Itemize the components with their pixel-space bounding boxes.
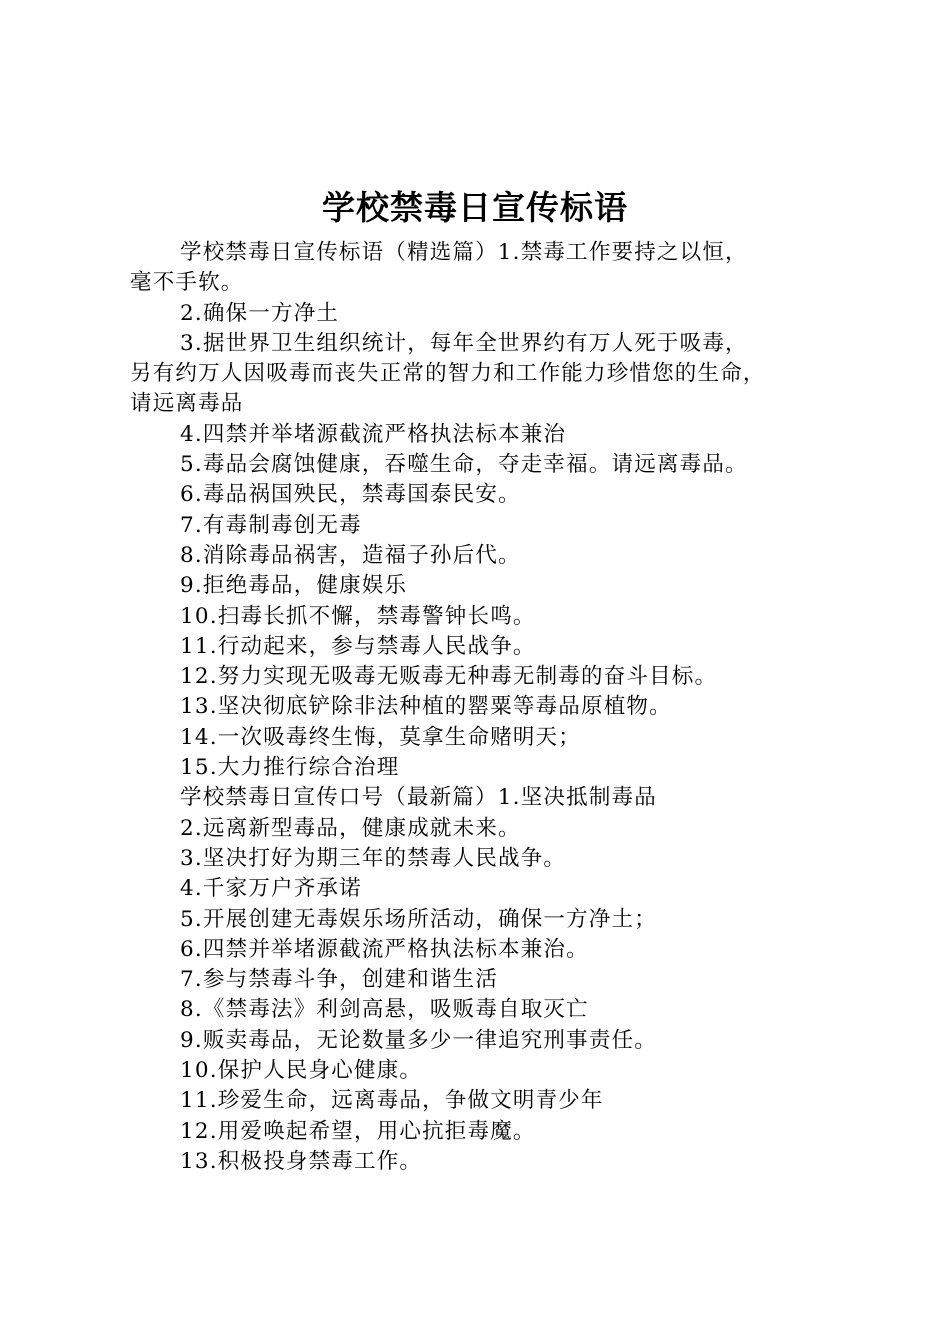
paragraph-line: 4.四禁并举堵源截流严格执法标本兼治 [180,421,567,447]
paragraph-line: 7.参与禁毒斗争，创建和谐生活 [180,967,499,993]
slogan-paragraph [130,450,830,480]
slogan-paragraph [130,1147,830,1177]
document-title: 学校禁毒日宣传标语 [322,188,628,227]
slogan-paragraph [130,1056,830,1086]
slogan-paragraph [130,753,830,783]
slogan-paragraph [130,662,830,692]
paragraph-line: 2.远离新型毒品，健康成就未来。 [180,815,521,841]
paragraph-line: 5.毒品会腐蚀健康，吞噬生命，夺走幸福。请远离毒品。 [180,452,748,478]
slogan-paragraph [130,995,830,1025]
slogan-paragraph [130,541,830,571]
paragraph-continuation-line: 另有约万人因吸毒而丧失正常的智力和工作能力珍惜您的生命， [130,361,766,387]
slogan-paragraph [130,238,830,299]
paragraph-line: 4.千家万户齐承诺 [180,876,362,902]
slogan-paragraph [130,1086,830,1116]
paragraph-line: 3.坚决打好为期三年的禁毒人民战争。 [180,845,567,871]
paragraph-line: 14.一次吸毒终生悔，莫拿生命赌明天； [180,724,581,750]
paragraph-line: 13.坚决彻底铲除非法种植的罂粟等毒品原植物。 [180,694,672,720]
slogan-paragraph [130,632,830,662]
paragraph-line: 5.开展创建无毒娱乐场所活动，确保一方净土； [180,906,657,932]
slogan-paragraph [130,571,830,601]
slogan-paragraph [130,783,830,813]
paragraph-line: 学校禁毒日宣传口号（最新篇）1.坚决抵制毒品 [180,785,657,811]
paragraph-line: 9.贩卖毒品，无论数量多少一律追究刑事责任。 [180,1027,657,1053]
paragraph-line: 8.消除毒品祸害，造福子孙后代。 [180,542,521,568]
paragraph-line: 10.扫毒长抓不懈，禁毒警钟长鸣。 [180,603,536,629]
slogan-paragraph [130,1117,830,1147]
paragraph-line: 7.有毒制毒创无毒 [180,512,362,538]
paragraph-continuation-line: 毫不手软。 [130,270,244,296]
slogan-paragraph [130,723,830,753]
slogan-paragraph [130,602,830,632]
paragraph-line: 15.大力推行综合治理 [180,755,400,781]
paragraph-line: 10.保护人民身心健康。 [180,1058,423,1084]
paragraph-line: 12.用爱唤起希望，用心抗拒毒魔。 [180,1118,536,1144]
slogan-paragraph [130,420,830,450]
slogan-paragraph [130,692,830,722]
slogan-paragraph [130,299,830,329]
paragraph-line: 11.珍爱生命，远离毒品，争做文明青少年 [180,1088,604,1114]
paragraph-line: 6.四禁并举堵源截流严格执法标本兼治。 [180,936,589,962]
paragraph-line: 13.积极投身禁毒工作。 [180,1148,423,1174]
paragraph-line: 11.行动起来，参与禁毒人民战争。 [180,633,536,659]
slogan-paragraph [130,511,830,541]
slogan-paragraph [130,814,830,844]
paragraph-line: 8.《禁毒法》利剑高悬，吸贩毒自取灭亡 [180,997,589,1023]
slogan-paragraph [130,874,830,904]
paragraph-continuation-line: 请远离毒品 [130,391,244,417]
slogan-paragraph [130,844,830,874]
paragraph-line: 6.毒品祸国殃民，禁毒国泰民安。 [180,482,521,508]
paragraph-line: 2.确保一方净土 [180,300,340,326]
slogan-paragraph [130,480,830,510]
document-body [130,238,830,1177]
slogan-paragraph [130,965,830,995]
slogan-paragraph [130,329,830,420]
slogan-paragraph [130,905,830,935]
slogan-paragraph [130,935,830,965]
paragraph-line: 3.据世界卫生组织统计，每年全世界约有万人死于吸毒， [180,330,748,356]
slogan-paragraph [130,1026,830,1056]
paragraph-line: 学校禁毒日宣传标语（精选篇）1.禁毒工作要持之以恒， [180,240,748,265]
paragraph-line: 12.努力实现无吸毒无贩毒无种毒无制毒的奋斗目标。 [180,664,718,690]
paragraph-line: 9.拒绝毒品，健康娱乐 [180,573,408,599]
